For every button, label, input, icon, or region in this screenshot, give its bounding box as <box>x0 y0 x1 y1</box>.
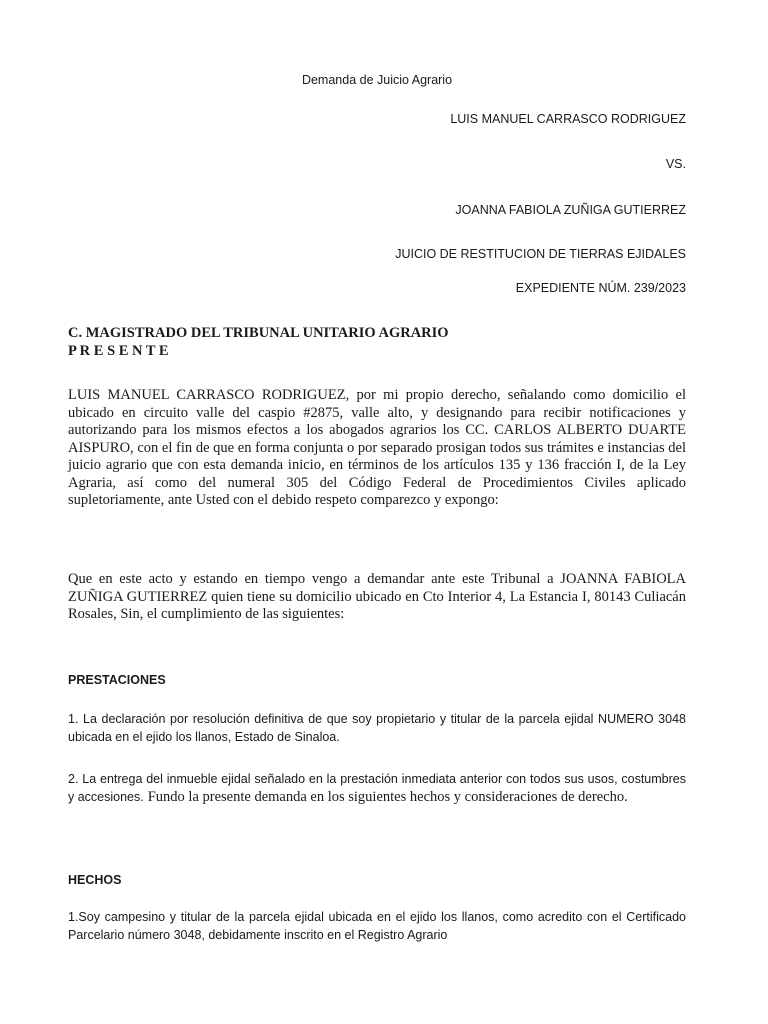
body-paragraph-1: LUIS MANUEL CARRASCO RODRIGUEZ, por mi propio derecho, señalando como domicilio el ubicado en circuito valle del caspio #2875, valle alto, y designando para recibir notificaciones y autorizando para los mismos efectos a los abogados agrarios los CC. CARLOS ALBERTO DUARTE AISPURO, con el fin de que en forma conjunta o por separado prosigan todos sus trámites e instancias del juicio agrario que con esta demanda inicio, en términos de los artículos 135 y 136 fracción I, de la Ley Agraria, así como del numeral 305 del Código Federal de Procedimientos Civiles aplicado supletoriamente, ante Usted con el debido respeto comparezco y expongo: <box>68 387 686 508</box>
actor-name: LUIS MANUEL CARRASCO RODRIGUEZ <box>450 112 686 126</box>
prestacion-item-1: 1. La declaración por resolución definitiva de que soy propietario y titular de la parcela ejidal NUMERO 3048 ubicada en el ejido los llanos, Estado de Sinaloa. <box>68 712 686 744</box>
prestaciones-heading: PRESTACIONES <box>68 673 166 687</box>
body-paragraph-2: Que en este acto y estando en tiempo vengo a demandar ante este Tribunal a JOANNA FABIOLA ZUÑIGA GUTIERREZ quien tiene su domicilio ubicado en Cto Interior 4, La Estancia I, 80143 Culiacán Rosales, Sin, el cumplimiento de las siguientes: <box>68 571 686 622</box>
document-title: Demanda de Juicio Agrario <box>301 73 453 87</box>
addressee-line-2: P R E S E N T E <box>68 342 169 359</box>
case-number: EXPEDIENTE NÚM. 239/2023 <box>515 281 686 295</box>
hechos-heading: HECHOS <box>68 873 122 887</box>
defendant-name: JOANNA FABIOLA ZUÑIGA GUTIERREZ <box>455 203 686 217</box>
hecho-item-1: 1.Soy campesino y titular de la parcela ejidal ubicada en el ejido los llanos, como acredito con el Certificado Parcelario número 3048, debidamente inscrito en el Registro Agrario <box>68 910 686 942</box>
prestacion-item-2 <box>68 770 686 806</box>
addressee <box>68 325 686 360</box>
versus-label: VS. <box>665 157 686 171</box>
prestacion-item-2-text: 2. La entrega del inmueble ejidal señalado en la prestación inmediata anterior con todos sus usos, costumbres y accesiones. <box>68 772 686 804</box>
addressee-line-1: C. MAGISTRADO DEL TRIBUNAL UNITARIO AGRARIO <box>68 325 449 341</box>
fundamento-text: Fundo la presente demanda en los siguientes hechos y consideraciones de derecho. <box>147 789 628 805</box>
trial-type: JUICIO DE RESTITUCION DE TIERRAS EJIDALES <box>395 247 686 261</box>
